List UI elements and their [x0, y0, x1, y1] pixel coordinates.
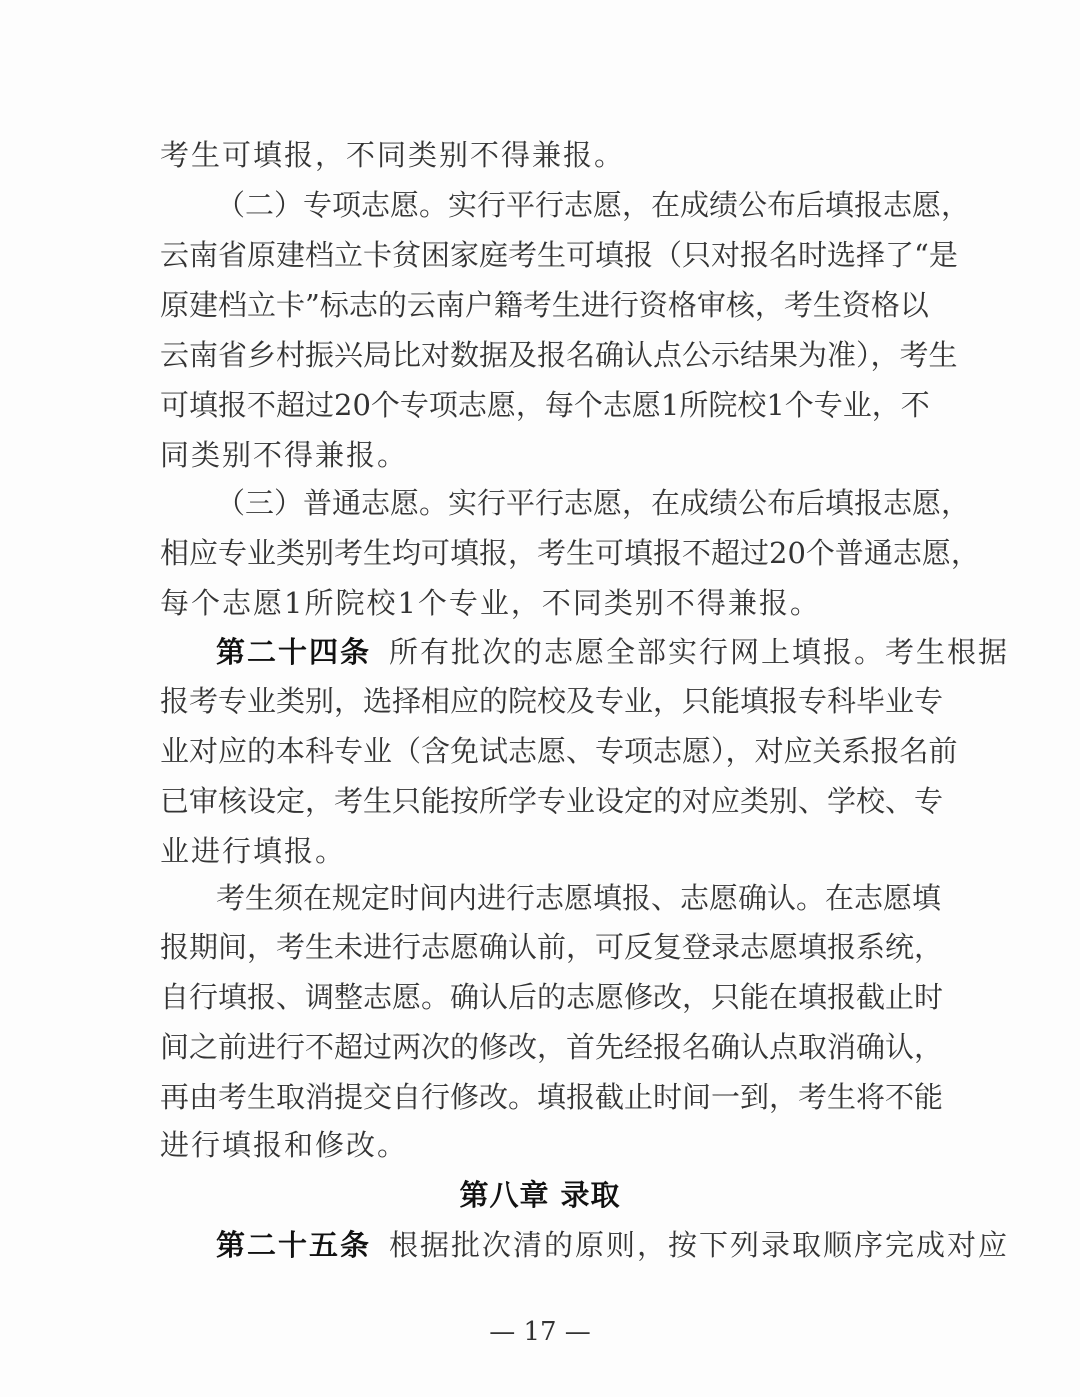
text-line: 相应专业类别考生均可填报，考生可填报不超过20个普通志愿，	[160, 536, 980, 570]
article-24-text: 所有批次的志愿全部实行网上填报。考生根据	[389, 635, 1010, 669]
text-line: （三）普通志愿。实行平行志愿，在成绩公布后填报志愿，	[216, 486, 971, 520]
text-line: 每个志愿1所院校1个专业，不同类别不得兼报。	[160, 586, 821, 620]
text-line: 原建档立卡”标志的云南户籍考生进行资格审核，考生资格以	[160, 288, 929, 322]
text-line: （二）专项志愿。实行平行志愿，在成绩公布后填报志愿，	[216, 188, 971, 222]
text-line: 可填报不超过20个专项志愿，每个志愿1所院校1个专业，不	[160, 388, 930, 422]
text-line: 进行填报和修改。	[160, 1128, 409, 1162]
text-line: 云南省乡村振兴局比对数据及报名确认点公示结果为准），考生	[160, 338, 958, 372]
text-line: 云南省原建档立卡贫困家庭考生可填报（只对报名时选择了“是	[160, 238, 958, 272]
text-line: 业对应的本科专业（含免试志愿、专项志愿），对应关系报名前	[160, 734, 958, 768]
text-line: 业进行填报。	[160, 834, 347, 868]
text-line: 考生须在规定时间内进行志愿填报、志愿确认。在志愿填	[216, 881, 942, 915]
text-line: 报期间，考生未进行志愿确认前，可反复登录志愿填报系统，	[160, 930, 944, 964]
text-line: 再由考生取消提交自行修改。填报截止时间一到，考生将不能	[160, 1080, 944, 1114]
article-25-line	[216, 1220, 1010, 1270]
article-24-label: 第二十四条	[216, 635, 372, 669]
chapter-heading: 第八章 录取	[459, 1178, 621, 1212]
text-line: 已审核设定，考生只能按所学专业设定的对应类别、学校、专	[160, 784, 944, 818]
page-number: — 17 —	[489, 1317, 591, 1347]
text-line: 同类别不得兼报。	[160, 438, 409, 472]
article-25-text: 根据批次清的原则，按下列录取顺序完成对应	[389, 1228, 1010, 1262]
text-line: 报考专业类别，选择相应的院校及专业，只能填报专科毕业专	[160, 684, 944, 718]
article-24-line	[216, 627, 1010, 677]
article-25-label: 第二十五条	[216, 1228, 372, 1262]
text-line: 间之前进行不超过两次的修改，首先经报名确认点取消确认，	[160, 1030, 944, 1064]
text-line: 考生可填报，不同类别不得兼报。	[160, 138, 626, 172]
text-line: 自行填报、调整志愿。确认后的志愿修改，只能在填报截止时	[160, 980, 944, 1014]
